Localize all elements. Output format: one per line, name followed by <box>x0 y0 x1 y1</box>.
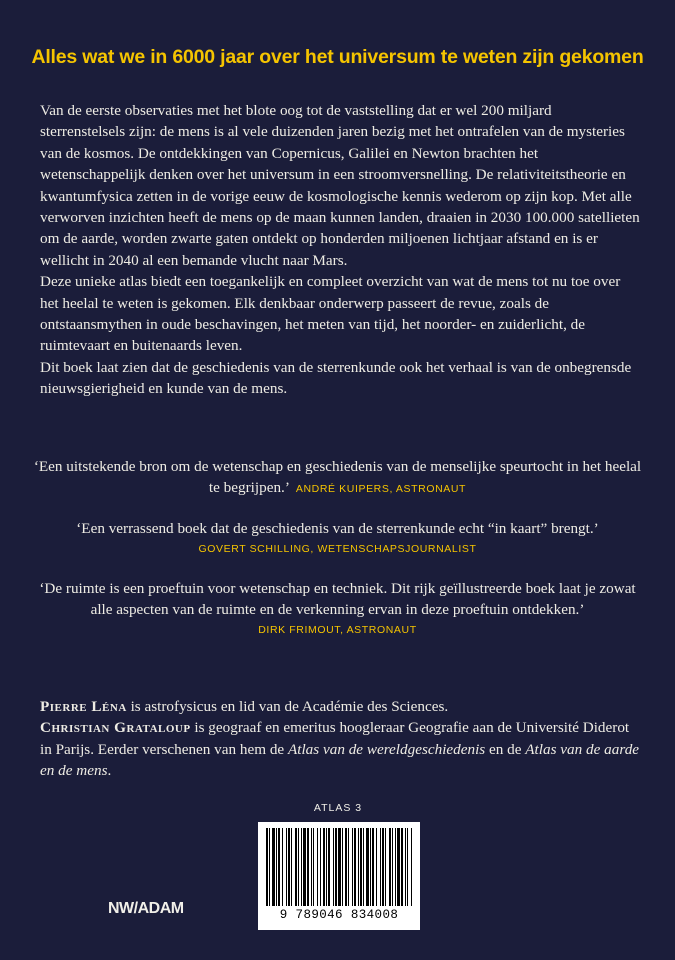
barcode-bar <box>366 828 369 906</box>
barcode-bar <box>382 828 384 906</box>
barcode-bar <box>360 828 362 906</box>
barcode-bar <box>401 828 403 906</box>
isbn-barcode <box>258 822 420 930</box>
barcode-bar <box>338 828 341 906</box>
barcode-bar <box>295 828 297 906</box>
quote-text: ‘Een uitstekende bron om de wetenschap en geschiedenis van de menselijke speurtocht in het heelal te begrijpen.’ <box>33 458 642 497</box>
barcode-bar <box>323 828 325 906</box>
barcode-bar <box>311 828 312 906</box>
quote-schilling <box>30 518 645 561</box>
barcode-bar <box>358 828 359 906</box>
barcode-bar <box>286 828 287 906</box>
barcode-bar <box>328 828 330 906</box>
barcode-bar <box>313 828 314 906</box>
quote-attribution: ANDRÉ KUIPERS, ASTRONAUT <box>295 483 467 496</box>
quote-text: ‘Een verrassend boek dat de geschiedenis van de sterrenkunde echt “in kaart” brengt.’ <box>76 519 599 537</box>
author-bio-text: is geograaf en emeritus hoogleraar Geografie aan de Université Diderot in Parijs. Eerder verschenen van hem de <box>40 719 630 758</box>
barcode-bar <box>303 828 306 906</box>
review-quotes <box>30 456 645 659</box>
barcode-bar <box>291 828 292 906</box>
quote-attribution: GOVERT SCHILLING, WETENSCHAPSJOURNALIST <box>198 543 477 556</box>
barcode-bar <box>266 828 268 906</box>
barcode-bar <box>326 828 327 906</box>
barcode-bar <box>301 828 302 906</box>
barcode-bar <box>282 828 283 906</box>
book-title: Atlas van de aarde en de mens <box>40 740 640 780</box>
barcode-bar <box>411 828 412 906</box>
barcode-bar <box>335 828 337 906</box>
barcode-bar <box>389 828 391 906</box>
quote-kuipers <box>30 456 645 501</box>
intro-paragraph-3: Dit boek laat zien dat de geschiedenis van de sterrenkunde ook het verhaal is van de onbegrensde nieuwsgierigheid en kunde van de mens. <box>40 358 632 398</box>
barcode-bar <box>397 828 400 906</box>
barcode-bar <box>395 828 396 906</box>
barcode-bar <box>376 828 377 906</box>
author-bio-text: is astrofysicus en lid van de Académie des Sciences. <box>126 698 449 715</box>
barcode-bar <box>307 828 309 906</box>
barcode-bar <box>348 828 349 906</box>
barcode-bar <box>385 828 386 906</box>
barcode-bar <box>407 828 408 906</box>
quote-frimout <box>30 578 645 642</box>
quote-attribution: DIRK FRIMOUT, ASTRONAUT <box>258 624 417 637</box>
barcode-digits: 9 789046 834008 <box>279 908 399 922</box>
author-bios <box>40 696 640 782</box>
barcode-bar <box>320 828 321 906</box>
barcode-bar <box>405 828 406 906</box>
barcode-bar <box>342 828 343 906</box>
book-title: Atlas van de wereldgeschiedenis <box>287 740 486 758</box>
publisher-logo: NW/ADAM <box>108 900 184 917</box>
author-bio-text: en de <box>485 740 526 758</box>
series-label: ATLAS 3 <box>313 802 363 814</box>
barcode-bar <box>372 828 374 906</box>
intro-paragraph-2: Deze unieke atlas biedt een toegankelijk en compleet overzicht van wat de mens tot nu toe over het heelal te weten is gekomen. Elk denkbaar onderwerp passeert de revue, zoals de ontstaansmythen in oude beschavingen, het meten van tijd, het noorder- en zuiderlicht, de ruimtevaart en buitenaards leven. <box>40 273 621 355</box>
barcode-bar <box>298 828 299 906</box>
barcode-bar <box>333 828 334 906</box>
author-bio-grataloup <box>40 717 640 781</box>
author-name: Pierre Léna <box>40 698 127 715</box>
barcode-bar <box>392 828 393 906</box>
barcode-bar <box>363 828 364 906</box>
barcode-bar <box>354 828 356 906</box>
barcode-bar <box>317 828 318 906</box>
barcode-bar <box>276 828 277 906</box>
barcode-bar <box>278 828 280 906</box>
barcode-bar <box>352 828 353 906</box>
author-bio-text: . <box>107 762 112 780</box>
cover-headline: Alles wat we in 6000 jaar over het universum te weten zijn gekomen <box>31 46 644 68</box>
barcode-bar <box>269 828 270 906</box>
barcode-bar <box>380 828 381 906</box>
barcode-bar <box>272 828 275 906</box>
author-bio-lena <box>40 696 640 717</box>
intro-paragraph-1: Van de eerste observaties met het blote oog tot de vaststelling dat er wel 200 miljard sterrenstelsels zijn: de mens is al vele duizenden jaren bezig met het ontrafelen van de mysteries van de kosmos. De ontdekkingen van Copernicus, Galilei en Newton brachten het wetenschappelijk denken over het universum in een stroomversnelling. De relativiteitstheorie en kwantumfysica zetten in de vorige eeuw de kosmologische kennis wederom op zijn kop. Met alle verworven inzichten heeft de mens op de maan kunnen landen, draaien in 2030 100.000 satellieten om de aarde, worden zwarte gaten ontdekt op honderden miljoenen lichtjaar afstand en is er wellicht in 2040 al een bemande vlucht naar Mars. <box>40 102 640 269</box>
author-name: Christian Grataloup <box>40 719 191 737</box>
barcode-bar <box>345 828 347 906</box>
intro-text <box>40 100 640 400</box>
quote-text: ‘De ruimte is een proeftuin voor wetenschap en techniek. Dit rijk geïllustreerde boek laat je zowat alle aspecten van de ruimte en de verkenning ervan in deze proeftuin ontdekken.’ <box>39 579 636 619</box>
barcode-bar <box>370 828 371 906</box>
barcode-bar <box>288 828 290 906</box>
barcode-bars <box>266 828 412 906</box>
